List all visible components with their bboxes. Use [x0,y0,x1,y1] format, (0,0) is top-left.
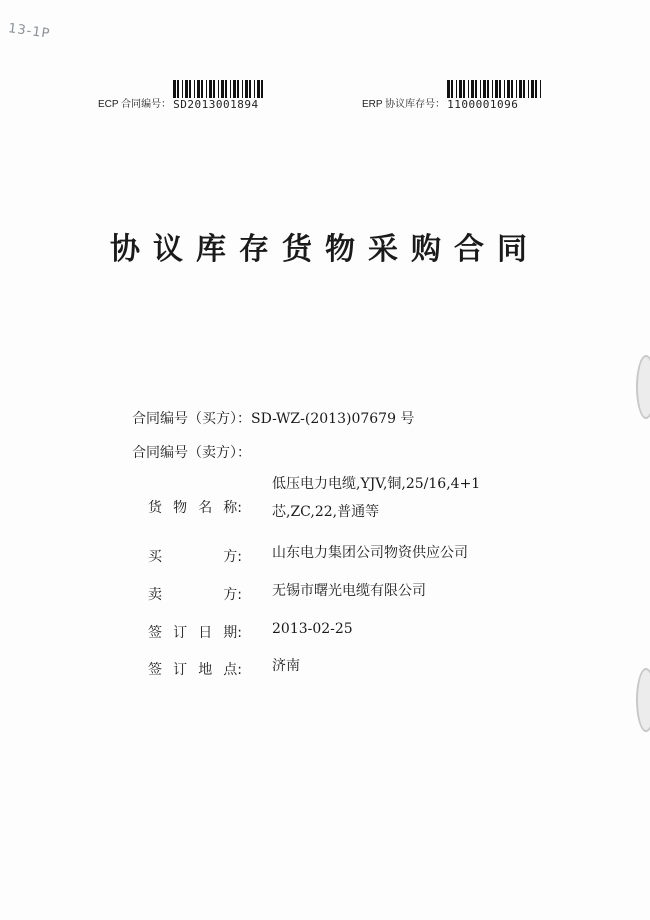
handwritten-note: 13-1P [7,21,52,42]
ecp-label: ECP 合同编号： [98,99,172,110]
erp-barcode [447,80,543,98]
sign-place-value: 济南 [272,658,300,674]
buyer-value: 山东电力集团公司物资供应公司 [272,545,468,561]
seller-value: 无锡市曙光电缆有限公司 [272,583,426,599]
buyer-label: 买 方: [148,549,242,565]
erp-number: 1100001096 [447,98,519,111]
goods-label: 货 物 名 称: [148,500,242,516]
ecp-number: SD2013001894 [173,98,259,111]
scan-edge-mark [636,668,650,732]
contract-number-buyer-row [132,408,414,428]
seller-label: 卖 方: [148,587,242,603]
contract-number-buyer-value: SD-WZ-(2013)07679 号 [251,411,415,427]
contract-number-seller-row [132,442,251,462]
sign-date-value: 2013-02-25 [272,621,353,637]
scan-edge-mark [636,355,650,419]
barcode-gap [541,80,543,98]
barcode-bar [261,80,263,98]
contract-number-seller-label: 合同编号（卖方）： [132,445,251,461]
erp-label: ERP 协议库存号： [362,99,446,110]
ecp-barcode [173,80,263,98]
goods-value-line2: 芯,ZC,22,普通等 [272,504,380,520]
erp-barcode-block [362,80,543,110]
goods-value-line1: 低压电力电缆,YJV,铜,25/16,4+1 [272,476,481,492]
contract-number-buyer-label: 合同编号（买方）： [132,411,251,427]
goods-value [272,470,480,526]
sign-date-label: 签 订 日 期: [148,625,242,641]
document-title: 协议库存货物采购合同 [110,232,540,267]
sign-place-label: 签 订 地 点: [148,662,242,678]
ecp-barcode-block [98,80,263,110]
